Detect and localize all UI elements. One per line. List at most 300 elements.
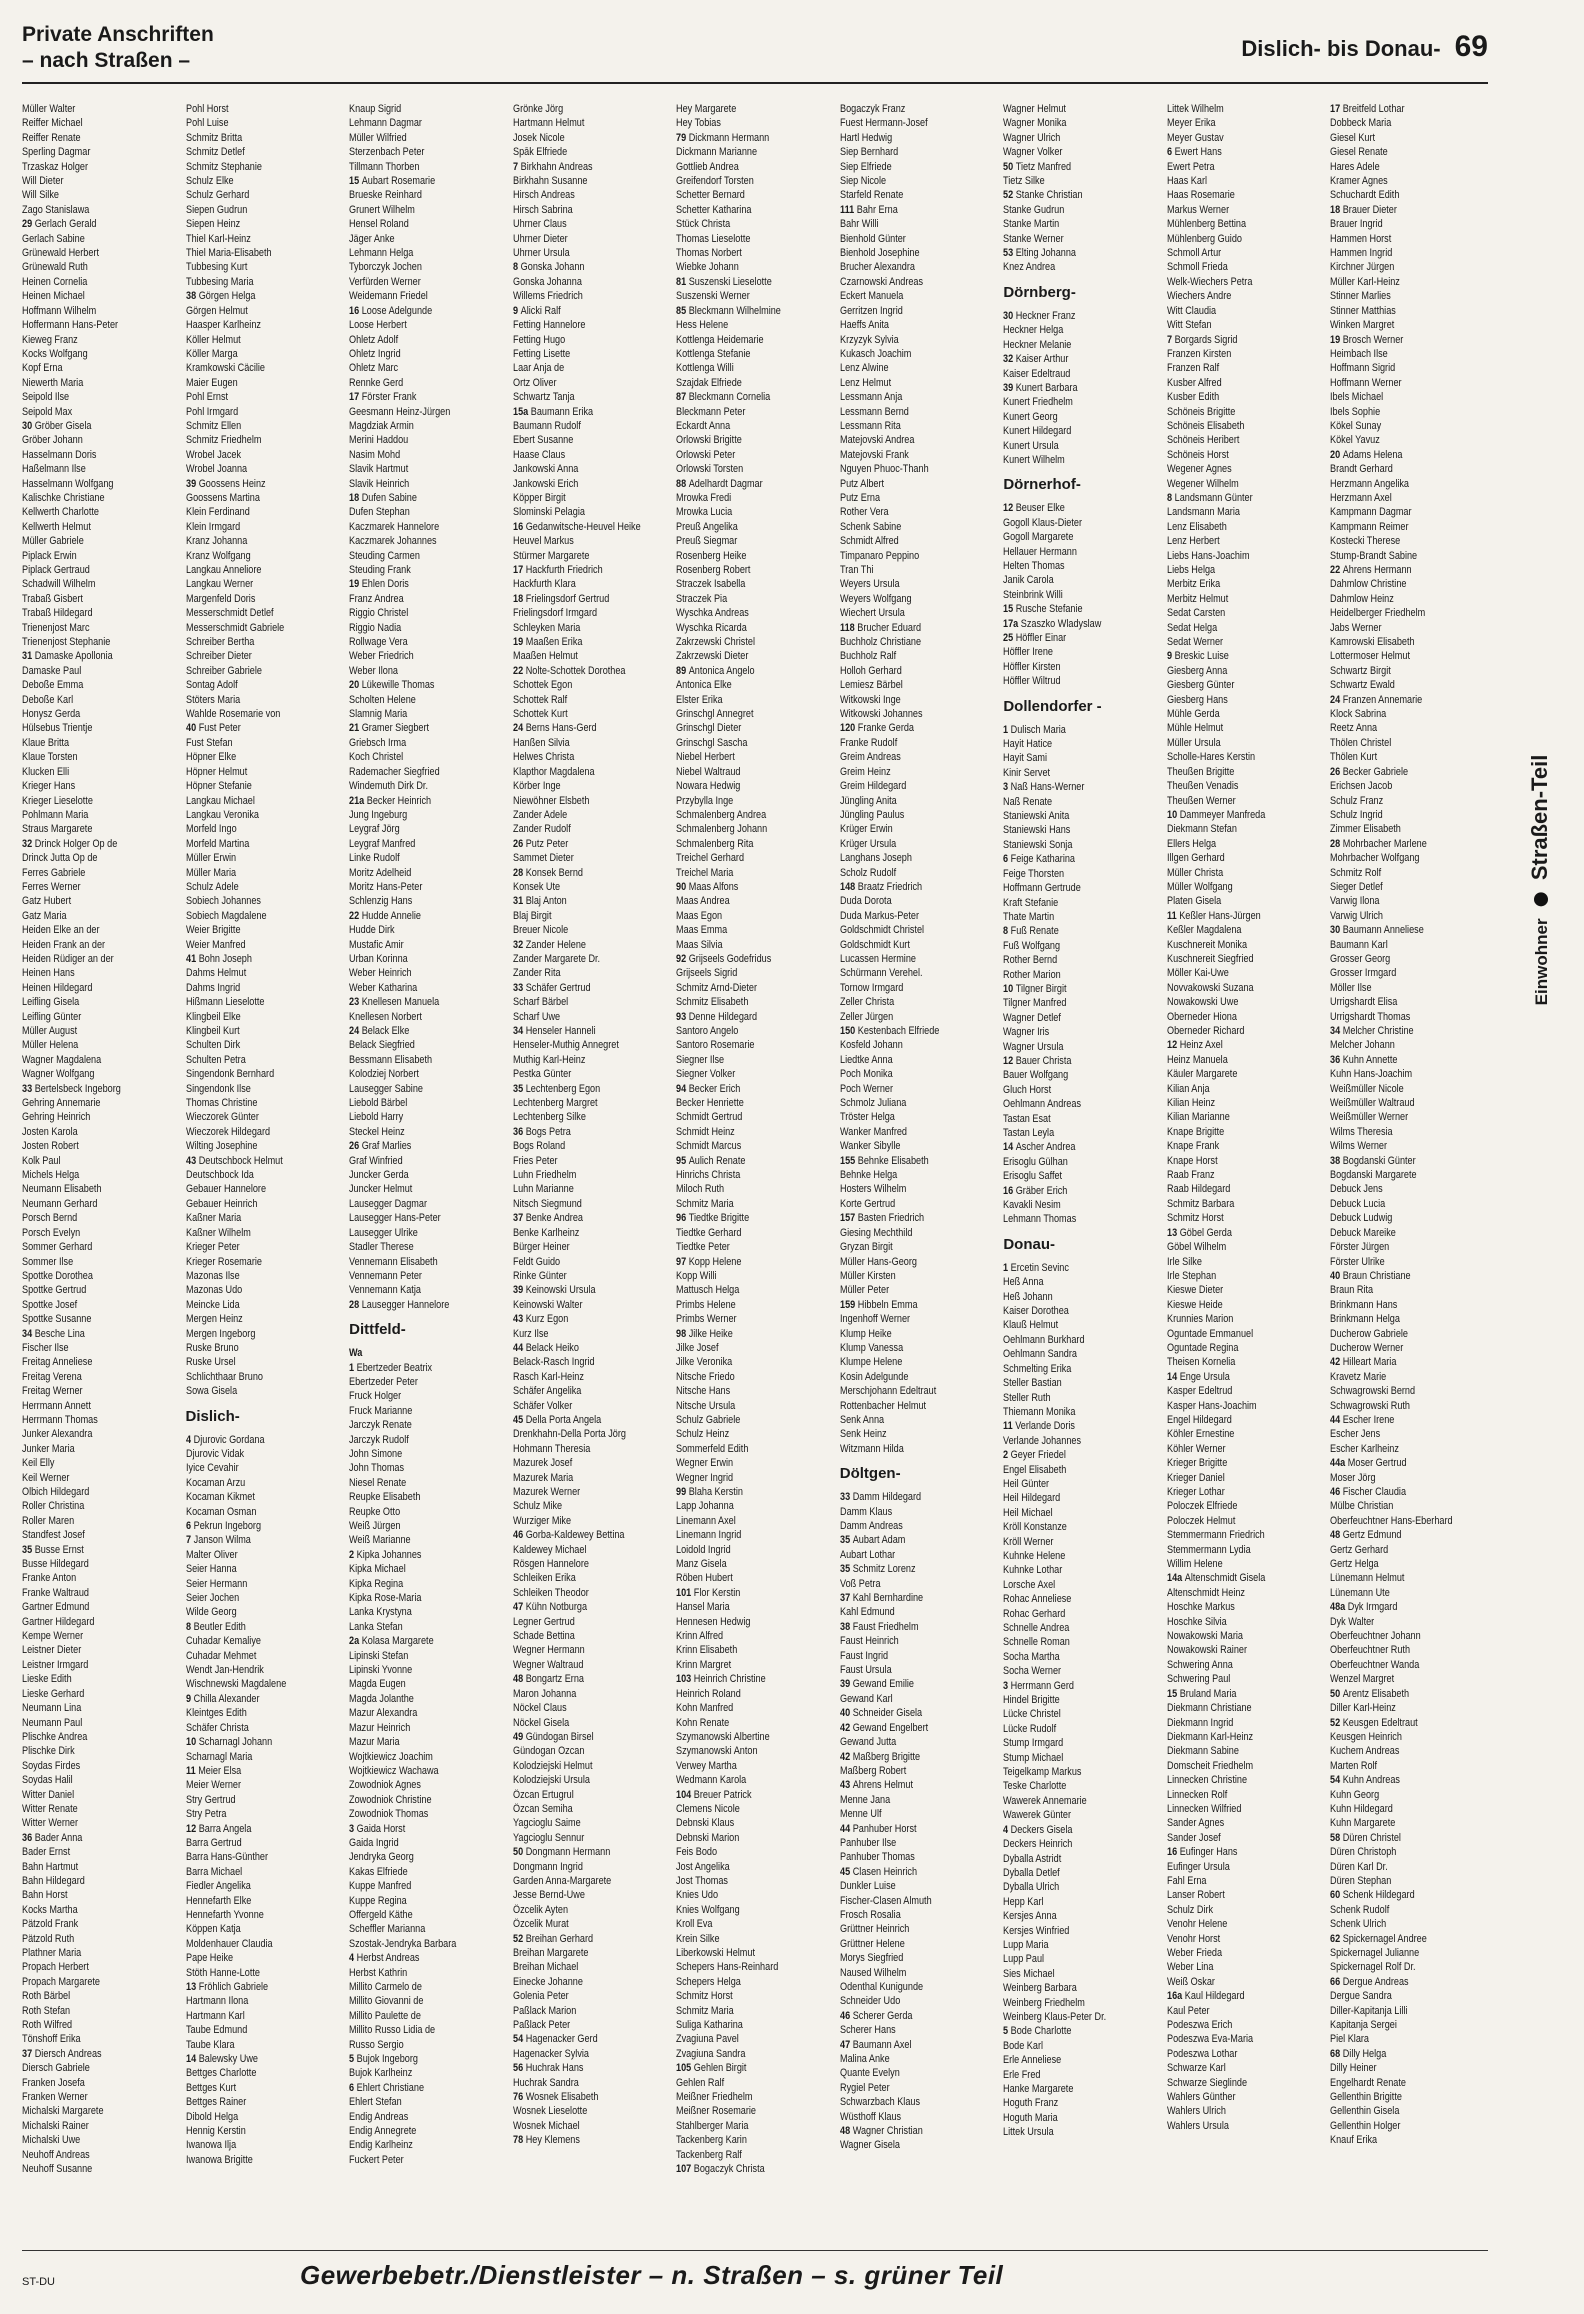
house-number: 47 (512, 1601, 523, 1614)
house-number: 16 (349, 304, 360, 317)
house-number: 31 (512, 895, 523, 908)
resident-name: Scherer Hans (839, 2024, 896, 2037)
resident-name: Piplack Gertraud (22, 564, 90, 576)
resident-entry (1330, 1845, 1466, 1859)
resident-entry (22, 592, 157, 606)
resident-name: Görgen Helga (198, 290, 256, 303)
house-number: 95 (676, 1154, 687, 1167)
house-number: 16 (1166, 1846, 1178, 1859)
resident-entry (349, 1577, 484, 1591)
resident-name: Schulz Franz (1330, 794, 1384, 807)
resident-name: Hartl Hedwig (839, 131, 892, 144)
resident-name: Neumann Elisabeth (22, 1183, 102, 1196)
resident-entry (513, 1168, 649, 1182)
resident-entry (22, 1629, 157, 1643)
resident-entry (1003, 559, 1138, 573)
resident-entry (840, 405, 976, 419)
resident-name: Teigelkamp Markus (1003, 1766, 1082, 1779)
resident-entry (349, 822, 484, 836)
resident-name: John Simone (349, 1447, 403, 1460)
resident-name: Rennke Gerd (349, 376, 404, 389)
house-number: 53 (1003, 247, 1014, 260)
resident-entry (349, 462, 484, 476)
resident-name: Gellenthin Gisela (1330, 2105, 1400, 2118)
resident-name: Heinen Cornelia (22, 275, 88, 288)
resident-entry (1167, 1744, 1303, 1758)
resident-name: Leistner Irmgard (22, 1658, 89, 1671)
resident-name: Zander Helene (525, 938, 586, 951)
resident-entry (676, 520, 811, 534)
resident-entry (513, 505, 649, 519)
resident-entry (1167, 794, 1303, 808)
resident-entry (1003, 1333, 1138, 1347)
resident-entry (676, 1427, 811, 1441)
resident-entry (840, 1370, 976, 1384)
resident-entry (349, 1053, 484, 1067)
resident-name: Kopp Helene (688, 1255, 742, 1268)
resident-name: Lausegger Dagmar (349, 1197, 428, 1210)
house-number: 46 (512, 1529, 523, 1542)
resident-name: Weinberg Friedhelm (1003, 1996, 1086, 2009)
resident-name: Heil Michael (1003, 1506, 1053, 1519)
resident-name: Heiden Rüdiger an der (22, 952, 114, 965)
resident-name: Magda Jolanthe (349, 1692, 414, 1705)
resident-entry (349, 952, 484, 966)
resident-name: Stinner Marlies (1330, 290, 1392, 303)
resident-entry (513, 174, 649, 188)
resident-entry (349, 707, 484, 721)
house-number: 12 (1003, 502, 1014, 515)
resident-name: Fiedler Angelika (185, 1880, 251, 1893)
resident-name: Schepers Helga (676, 1975, 742, 1988)
resident-name: Uhrner Claus (512, 218, 567, 231)
resident-name: Lieske Edith (22, 1673, 72, 1686)
resident-name: Wanker Manfred (839, 1125, 907, 1138)
resident-name: Debnski Klaus (676, 1817, 735, 1830)
resident-entry (840, 794, 976, 808)
resident-name: Borgards Sigrid (1174, 333, 1238, 346)
resident-entry (349, 549, 484, 563)
resident-name: Oberneder Richard (1166, 1025, 1245, 1037)
resident-name: Hoguth Maria (1003, 2111, 1059, 2124)
resident-name: Scheffler Marianna (349, 1923, 426, 1936)
resident-entry (513, 851, 649, 865)
house-number: 46 (1330, 1486, 1341, 1498)
resident-entry (1167, 145, 1303, 159)
resident-name: Wahlers Ulrich (1166, 2105, 1226, 2118)
resident-entry (840, 1211, 976, 1225)
resident-name: Benke Karlheinz (512, 1226, 580, 1239)
resident-entry (22, 909, 157, 923)
house-number: 37 (22, 2047, 33, 2060)
resident-name: Schmitz Barbara (1166, 1197, 1235, 1210)
resident-name: Ebertzeder Peter (349, 1375, 418, 1388)
house-number: 32 (512, 938, 523, 951)
resident-entry (676, 938, 811, 952)
resident-entry (676, 1615, 811, 1629)
resident-entry (349, 1533, 484, 1547)
house-number: 23 (349, 996, 360, 1009)
resident-entry (513, 376, 649, 390)
resident-entry (1330, 1629, 1466, 1643)
house-number: 157 (839, 1212, 855, 1225)
header-divider (22, 82, 1488, 84)
resident-name: Preuß Angelika (676, 520, 739, 533)
resident-name: Bogdanski Margarete (1330, 1169, 1418, 1182)
resident-name: Trabaß Hildegard (22, 607, 93, 620)
house-number: 1 (349, 1361, 355, 1374)
resident-entry (840, 1154, 976, 1168)
resident-name: Hares Adele (1330, 160, 1381, 173)
resident-name: Müller Ursula (1166, 736, 1221, 749)
resident-entry (1167, 765, 1303, 779)
resident-entry (1167, 606, 1303, 620)
resident-name: Müller Helena (22, 1039, 79, 1052)
house-number: 29 (22, 218, 33, 231)
resident-name: Loose Adelgunde (361, 304, 433, 317)
resident-entry (1330, 1788, 1466, 1802)
resident-entry (676, 1384, 811, 1398)
resident-name: Kusber Alfred (1166, 376, 1222, 389)
resident-entry (1167, 2047, 1303, 2061)
resident-entry (186, 693, 322, 707)
resident-name: Wegener Wilhelm (1166, 477, 1239, 490)
house-number: 42 (839, 1721, 850, 1734)
resident-entry (1330, 1255, 1466, 1269)
resident-entry (1003, 188, 1138, 202)
resident-name: Debuck Jens (1330, 1183, 1384, 1196)
resident-name: Weber Ilona (349, 664, 399, 677)
resident-entry (22, 1960, 157, 1974)
resident-entry (22, 1917, 157, 1931)
resident-name: Stadler Therese (349, 1241, 414, 1254)
resident-name: Schmitz Lorenz (852, 1563, 916, 1576)
resident-entry (1003, 1967, 1138, 1981)
resident-entry (513, 1312, 649, 1326)
resident-name: Adelhardt Dagmar (688, 477, 763, 490)
resident-name: Piplack Erwin (22, 549, 77, 562)
resident-name: Tietz Silke (1003, 175, 1046, 188)
resident-entry (186, 938, 322, 952)
resident-entry (1330, 1024, 1466, 1038)
resident-entry (513, 779, 649, 793)
resident-entry (349, 1548, 484, 1562)
resident-entry (840, 1879, 976, 1893)
resident-entry (513, 1096, 649, 1110)
resident-entry (840, 923, 976, 937)
resident-name: Knies Wolfgang (676, 1903, 740, 1916)
resident-name: Niebel Waltraud (676, 765, 741, 778)
resident-name: Klauß Helmut (1003, 1319, 1059, 1332)
resident-name: Kaul Hildegard (1184, 1990, 1245, 2003)
resident-entry (1003, 174, 1138, 188)
resident-entry (676, 750, 811, 764)
resident-entry (22, 1067, 157, 1081)
resident-name: Meier Werner (185, 1779, 241, 1792)
resident-name: Menne Ulf (839, 1808, 882, 1821)
resident-name: Krinn Margret (676, 1658, 732, 1671)
resident-name: Klaue Britta (22, 736, 70, 749)
house-number: 17 (1330, 103, 1341, 115)
resident-entry (676, 188, 811, 202)
resident-entry (513, 217, 649, 231)
resident-entry (676, 2032, 811, 2046)
footer-divider (22, 2250, 1488, 2251)
directory-column (22, 102, 180, 2242)
resident-entry (1003, 1434, 1138, 1448)
resident-entry (349, 1865, 484, 1879)
resident-entry (186, 707, 322, 721)
resident-entry (1167, 1038, 1303, 1052)
house-number: 10 (185, 1736, 196, 1749)
resident-name: Heß Johann (1003, 1290, 1053, 1303)
resident-entry (1167, 1255, 1303, 1269)
resident-name: Wieczorek Günter (185, 1111, 259, 1124)
resident-name: Kroll Eva (676, 1918, 713, 1931)
house-number: 12 (1166, 1039, 1178, 1052)
resident-entry (676, 289, 811, 303)
resident-entry (186, 822, 322, 836)
resident-name: Rosenberg Robert (676, 564, 751, 576)
resident-name: Gröber Johann (22, 434, 83, 447)
resident-name: Breskic Luise (1174, 650, 1229, 663)
resident-entry (1167, 1370, 1303, 1384)
resident-name: Dufen Stephan (349, 506, 410, 519)
resident-entry (1330, 808, 1466, 822)
resident-entry (676, 2148, 811, 2162)
resident-name: Ewert Petra (1166, 160, 1215, 173)
house-number: 9 (185, 1692, 191, 1705)
resident-entry (1003, 2111, 1138, 2125)
resident-entry (1330, 592, 1466, 606)
resident-entry (513, 1471, 649, 1485)
resident-entry (840, 822, 976, 836)
resident-name: Erle Anneliese (1003, 2054, 1062, 2067)
resident-name: Senk Heinz (839, 1428, 887, 1441)
resident-name: Kopp Willi (676, 1269, 717, 1282)
resident-name: Grijseels Godefridus (688, 952, 772, 965)
resident-name: Hennesen Hedwig (676, 1615, 751, 1628)
resident-entry (1330, 1643, 1466, 1657)
resident-name: Mattusch Helga (676, 1284, 740, 1297)
resident-name: Siepen Gudrun (185, 203, 247, 216)
resident-name: Zander Rita (512, 967, 561, 980)
resident-entry (513, 534, 649, 548)
resident-name: Schleiken Theodor (512, 1586, 589, 1599)
resident-name: Heinen Hans (22, 967, 75, 980)
resident-entry (22, 304, 157, 318)
resident-name: Kostecki Therese (1330, 535, 1401, 548)
resident-name: Jäger Anke (349, 232, 395, 245)
resident-entry (1003, 838, 1138, 852)
resident-name: Leygraf Jörg (349, 823, 400, 836)
resident-entry (840, 549, 976, 563)
resident-name: Drinck Jutta Op de (22, 852, 98, 865)
resident-name: Naß Hans-Werner (1010, 781, 1085, 794)
resident-name: Kinir Servet (1003, 766, 1051, 779)
resident-name: Stump Michael (1003, 1751, 1064, 1764)
resident-name: Langhans Joseph (839, 852, 912, 865)
resident-name: Müller Christa (1166, 866, 1224, 879)
resident-name: Kersjes Anna (1003, 1910, 1058, 1923)
resident-name: Pape Heike (185, 1952, 233, 1965)
resident-name: Hasselmann Doris (22, 448, 97, 461)
resident-entry (1330, 606, 1466, 620)
resident-entry (513, 1845, 649, 1859)
resident-name: Kaczmarek Johannes (349, 535, 437, 548)
house-number: 6 (349, 2081, 355, 2094)
resident-name: Gebauer Heinrich (185, 1197, 257, 1210)
resident-name: Grinschgl Sascha (676, 736, 748, 749)
resident-name: Göbel Gerda (1179, 1226, 1232, 1239)
resident-entry (22, 1802, 157, 1816)
resident-entry (840, 174, 976, 188)
resident-entry (22, 1946, 157, 1960)
resident-name: Hindel Brigitte (1003, 1694, 1061, 1707)
resident-entry (1330, 678, 1466, 692)
resident-name: Meincke Lida (185, 1298, 240, 1311)
resident-name: Weyers Wolfgang (839, 592, 912, 605)
resident-name: Kipka Rose-Maria (349, 1592, 422, 1605)
resident-entry (22, 649, 157, 663)
resident-name: Dyk Irmgard (1348, 1601, 1398, 1614)
house-number: 36 (22, 1831, 33, 1844)
resident-entry (349, 1067, 484, 1081)
resident-entry (513, 1485, 649, 1499)
resident-entry (349, 1850, 484, 1864)
resident-name: Herrmann Thomas (22, 1413, 98, 1426)
resident-name: Diersch Andreas (34, 2047, 102, 2060)
resident-entry (186, 621, 322, 635)
resident-entry (840, 1591, 976, 1605)
resident-entry (22, 361, 157, 375)
resident-entry (840, 894, 976, 908)
resident-entry (1330, 909, 1466, 923)
resident-entry (1003, 381, 1138, 395)
resident-entry (676, 116, 811, 130)
resident-name: Mühle Helmut (1166, 722, 1224, 735)
resident-name: Buchholz Christiane (839, 636, 921, 649)
resident-name: Propach Margarete (22, 1975, 100, 1988)
resident-entry (1330, 1543, 1466, 1557)
resident-name: Debnski Marion (676, 1831, 740, 1844)
house-number: 47 (839, 2038, 850, 2051)
resident-entry (513, 275, 649, 289)
resident-name: Jüngling Paulus (839, 808, 905, 821)
resident-entry (349, 1764, 484, 1778)
resident-name: Magdziak Armin (349, 419, 414, 432)
resident-entry (22, 635, 157, 649)
resident-entry (1330, 1687, 1466, 1701)
resident-entry (676, 361, 811, 375)
house-number: 39 (839, 1678, 850, 1691)
resident-name: Niewerth Maria (22, 376, 84, 389)
resident-entry (1167, 1888, 1303, 1902)
resident-name: Rusche Stefanie (1016, 603, 1083, 616)
resident-entry (676, 275, 811, 289)
resident-name: Benke Andrea (525, 1212, 583, 1225)
resident-entry (840, 448, 976, 462)
resident-name: Müller August (22, 1025, 78, 1037)
resident-name: Gonska Johanna (512, 275, 582, 288)
resident-entry (186, 203, 322, 217)
resident-name: Dilly Helga (1343, 2047, 1387, 2060)
resident-name: Blaha Kerstin (688, 1486, 744, 1498)
house-number: 1 (1003, 723, 1009, 736)
resident-name: Feige Katharina (1010, 853, 1076, 866)
resident-name: Franke Gerda (857, 722, 914, 735)
resident-name: Damm Andreas (839, 1520, 903, 1532)
house-number: 81 (676, 275, 687, 288)
resident-name: Rother Bernd (1003, 954, 1058, 967)
resident-name: Wilting Josephine (185, 1140, 257, 1153)
resident-entry (186, 678, 322, 692)
resident-name: Endig Annegrete (349, 2125, 417, 2138)
resident-entry (840, 837, 976, 851)
resident-entry (349, 1168, 484, 1182)
resident-entry (349, 1750, 484, 1764)
resident-entry (1003, 924, 1138, 938)
house-number: 99 (676, 1486, 687, 1498)
resident-entry (676, 981, 811, 995)
resident-entry (513, 1903, 649, 1917)
resident-name: Malter Oliver (185, 1548, 238, 1561)
resident-name: Blaj Anton (525, 895, 567, 908)
resident-entry (676, 837, 811, 851)
resident-name: Steller Bastian (1003, 1377, 1063, 1390)
resident-entry (676, 721, 811, 735)
resident-name: Zowodniok Agnes (349, 1779, 422, 1792)
resident-name: Schnelle Andrea (1003, 1622, 1070, 1634)
resident-entry (1003, 1477, 1138, 1491)
resident-name: Witt Claudia (1166, 304, 1216, 317)
resident-name: Birkhahn Susanne (512, 175, 588, 188)
resident-entry (186, 966, 322, 980)
resident-entry (840, 966, 976, 980)
resident-name: Franke Anton (22, 1572, 77, 1585)
resident-name: Taube Edmund (185, 2024, 247, 2037)
resident-name: Linnecken Wilfried (1166, 1802, 1242, 1815)
resident-name: Wagner Helmut (1003, 103, 1067, 115)
resident-name: Kolodziej Norbert (349, 1068, 419, 1081)
resident-name: Dyballa Ulrich (1003, 1881, 1060, 1894)
resident-entry (676, 1701, 811, 1715)
resident-name: Kleintges Edith (185, 1707, 247, 1720)
resident-name: Schenk Ulrich (1330, 1918, 1387, 1931)
resident-entry (186, 808, 322, 822)
resident-entry (22, 822, 157, 836)
resident-entry (840, 851, 976, 865)
resident-name: Linnecken Rolf (1166, 1788, 1228, 1801)
house-number: 150 (839, 1025, 855, 1037)
resident-name: Dahms Helmut (185, 967, 246, 980)
resident-name: Lipinski Yvonne (349, 1664, 413, 1677)
resident-entry (186, 1370, 322, 1384)
resident-entry (186, 1269, 322, 1283)
resident-entry (513, 1571, 649, 1585)
resident-name: Novvakowski Suzana (1166, 981, 1254, 994)
resident-name: Helten Thomas (1003, 559, 1065, 572)
resident-name: Grünewald Herbert (22, 247, 99, 260)
resident-entry (1167, 1110, 1303, 1124)
resident-entry (349, 1677, 484, 1691)
house-number: 62 (1330, 1932, 1341, 1945)
resident-entry (1003, 674, 1138, 688)
resident-name: Schmitz Maria (676, 1197, 734, 1210)
resident-entry (349, 1692, 484, 1706)
resident-entry (513, 2032, 649, 2046)
resident-name: Müller Wolfgang (1166, 880, 1233, 893)
